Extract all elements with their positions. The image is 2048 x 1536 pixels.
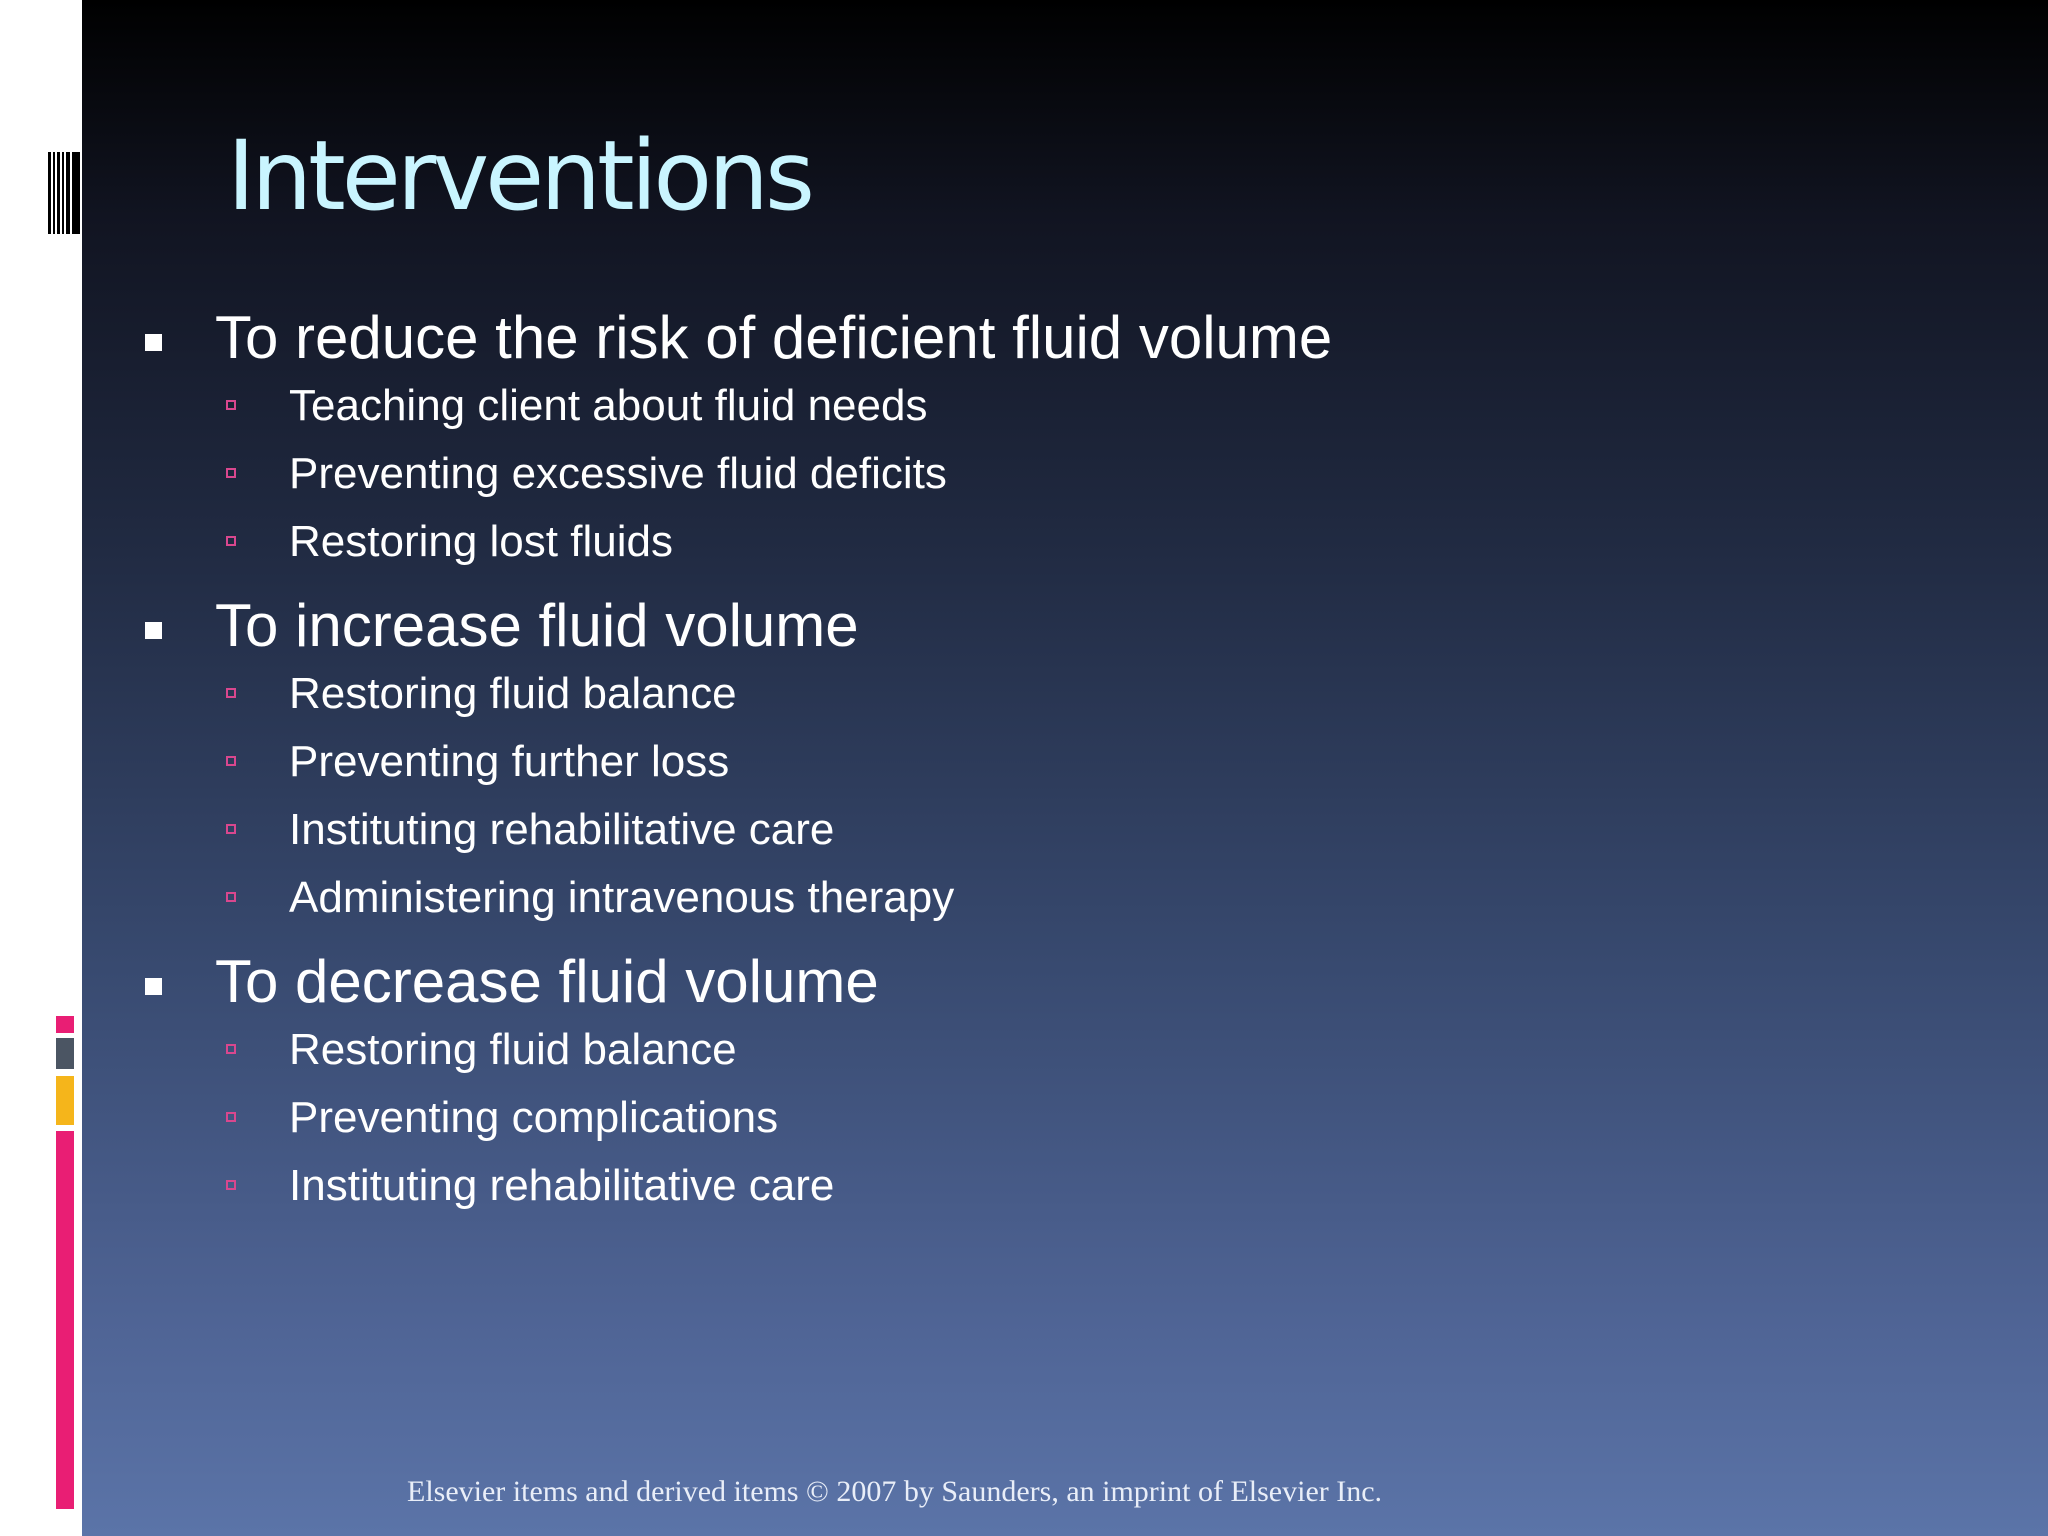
hollow-square-bullet-icon — [226, 756, 236, 766]
sub-bullet-item — [82, 1093, 1982, 1164]
sub-bullet-item — [82, 805, 1982, 876]
sub-bullet-text: Preventing complications — [289, 1093, 779, 1142]
accent-pink-long — [56, 1131, 74, 1509]
hollow-square-bullet-icon — [226, 1044, 236, 1054]
section-increase-volume — [82, 592, 1982, 944]
accent-pink-top — [56, 1016, 74, 1033]
sub-bullet-item — [82, 873, 1982, 944]
film-strip-icon — [48, 152, 80, 234]
main-bullet-item — [82, 592, 1982, 672]
section-decrease-volume — [82, 948, 1982, 1232]
hollow-square-bullet-icon — [226, 892, 236, 902]
sub-bullet-item — [82, 449, 1982, 520]
square-bullet-icon — [145, 978, 162, 995]
main-bullet-item — [82, 948, 1982, 1028]
hollow-square-bullet-icon — [226, 536, 236, 546]
sub-bullet-item — [82, 1025, 1982, 1096]
sub-bullet-text: Instituting rehabilitative care — [289, 805, 835, 854]
hollow-square-bullet-icon — [226, 688, 236, 698]
sub-bullet-text: Administering intravenous therapy — [289, 873, 955, 922]
slide-content-area — [82, 0, 2048, 1536]
hollow-square-bullet-icon — [226, 1180, 236, 1190]
main-bullet-text: To reduce the risk of deficient fluid volume — [215, 304, 1333, 371]
square-bullet-icon — [145, 622, 162, 639]
sub-bullet-item — [82, 517, 1982, 588]
sub-bullet-text: Restoring fluid balance — [289, 669, 737, 718]
square-bullet-icon — [145, 334, 162, 351]
sub-bullet-item — [82, 381, 1982, 452]
main-bullet-item — [82, 304, 1982, 384]
accent-gray — [56, 1038, 74, 1069]
sub-bullet-text: Restoring lost fluids — [289, 517, 673, 566]
hollow-square-bullet-icon — [226, 824, 236, 834]
sub-bullet-text: Preventing further loss — [289, 737, 730, 786]
sub-bullet-item — [82, 1161, 1982, 1232]
sub-bullet-item — [82, 737, 1982, 808]
hollow-square-bullet-icon — [226, 468, 236, 478]
main-bullet-text: To increase fluid volume — [215, 592, 859, 659]
sub-bullet-item — [82, 669, 1982, 740]
main-bullet-text: To decrease fluid volume — [215, 948, 879, 1015]
bullet-list — [82, 304, 1982, 1240]
copyright-footer: Elsevier items and derived items © 2007 by Saunders, an imprint of Elsevier Inc. — [407, 1475, 1383, 1508]
hollow-square-bullet-icon — [226, 400, 236, 410]
slide-title: Interventions — [227, 120, 811, 232]
sub-bullet-text: Teaching client about fluid needs — [289, 381, 928, 430]
sub-bullet-text: Restoring fluid balance — [289, 1025, 737, 1074]
sub-bullet-text: Preventing excessive fluid deficits — [289, 449, 947, 498]
accent-orange — [56, 1076, 74, 1125]
sub-bullet-text: Instituting rehabilitative care — [289, 1161, 835, 1210]
section-reduce-risk — [82, 304, 1982, 588]
hollow-square-bullet-icon — [226, 1112, 236, 1122]
